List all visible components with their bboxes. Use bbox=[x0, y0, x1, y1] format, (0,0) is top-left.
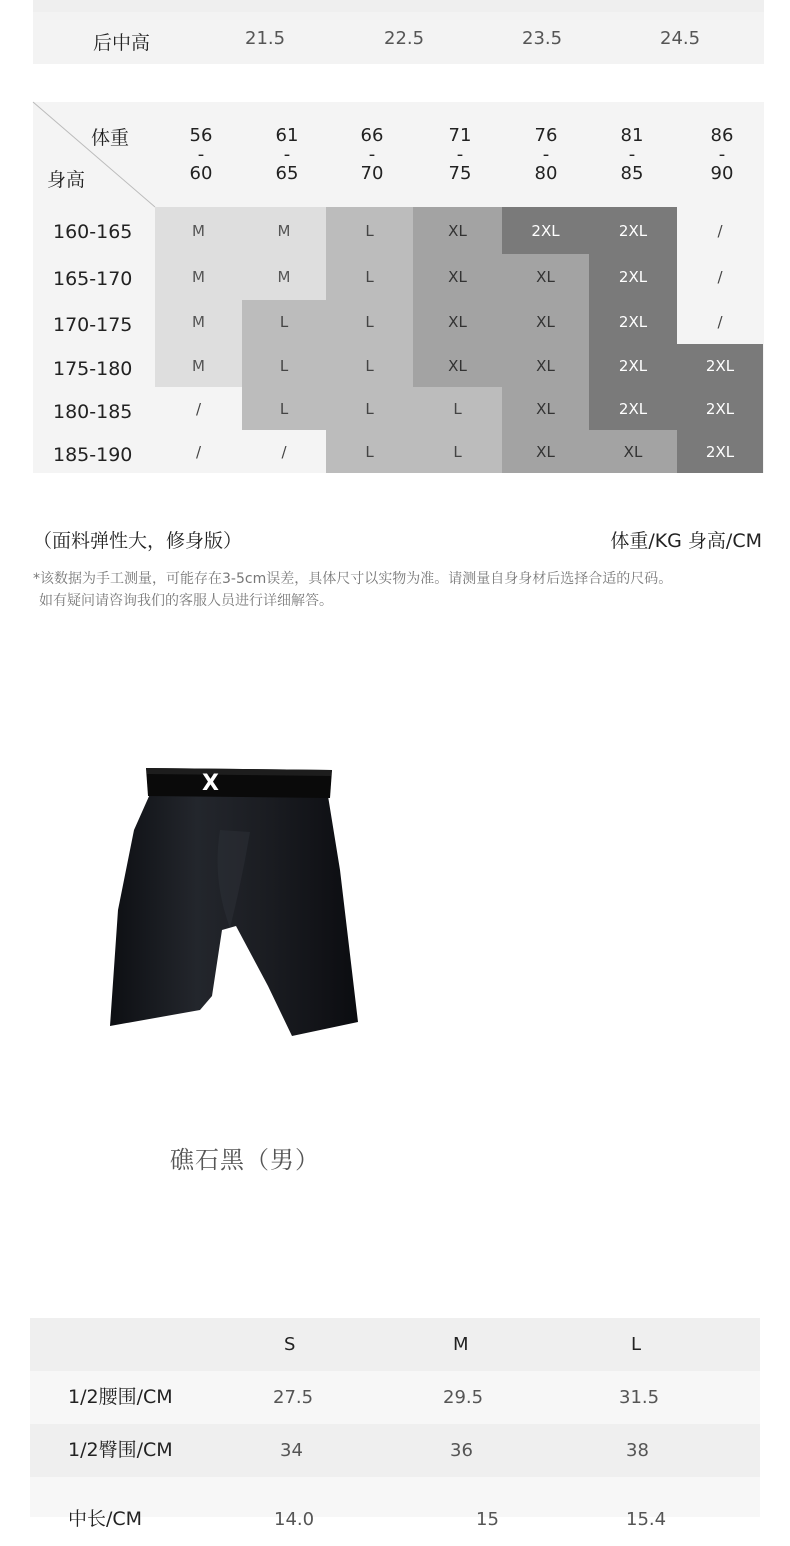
size-cell: 2XL bbox=[677, 430, 763, 473]
weight-to: 90 bbox=[710, 163, 734, 184]
size-cell: L bbox=[413, 430, 502, 473]
size-cell: XL bbox=[413, 344, 502, 387]
weight-axis-label: 体重 bbox=[91, 127, 130, 149]
size-cell: XL bbox=[413, 300, 502, 344]
weight-to: 70 bbox=[360, 163, 384, 184]
unit-note: 体重/KG 身高/CM bbox=[610, 530, 762, 552]
back-rise-value: 22.5 bbox=[384, 28, 425, 49]
product-color-name: 礁石黑（男） bbox=[170, 1146, 320, 1174]
table-cell: 34 bbox=[280, 1440, 303, 1461]
size-table bbox=[30, 1318, 760, 1530]
weight-sep: - bbox=[197, 144, 205, 165]
size-cell: XL bbox=[413, 207, 502, 254]
size-cell: XL bbox=[502, 300, 589, 344]
weight-range-header bbox=[697, 126, 747, 183]
size-table-header bbox=[30, 1318, 760, 1371]
size-cell: XL bbox=[589, 430, 677, 473]
size-cell: / bbox=[195, 399, 202, 418]
weight-from: 56 bbox=[189, 125, 213, 146]
size-cell: L bbox=[326, 430, 413, 473]
disclaimer-line-2: 如有疑问请咨询我们的客服人员进行详细解答。 bbox=[39, 593, 333, 609]
disclaimer-line-1: *该数据为手工测量，可能存在3-5cm误差，具体尺寸以实物为准。请测量自身身材后选择合适的尺码。 bbox=[33, 571, 673, 587]
size-cell: / bbox=[717, 268, 723, 286]
row-label-waist: 1/2腰围/CM bbox=[68, 1386, 173, 1408]
size-cell: 2XL bbox=[502, 207, 589, 254]
size-cell: 2XL bbox=[589, 344, 677, 387]
size-cell: M bbox=[242, 254, 326, 300]
back-rise-row bbox=[33, 12, 764, 64]
row-label-hip: 1/2臀围/CM bbox=[68, 1439, 173, 1461]
weight-to: 80 bbox=[534, 163, 558, 184]
top-strip bbox=[33, 0, 764, 12]
size-header-m: M bbox=[453, 1334, 469, 1355]
weight-range-header bbox=[176, 126, 226, 183]
weight-sep: - bbox=[456, 144, 464, 165]
product-logo: X bbox=[202, 771, 219, 796]
table-cell: 15 bbox=[476, 1509, 499, 1530]
size-cell: L bbox=[326, 254, 413, 300]
size-cell: L bbox=[242, 344, 326, 387]
table-cell: 38 bbox=[626, 1440, 649, 1461]
size-cell: M bbox=[155, 254, 242, 300]
weight-from: 76 bbox=[534, 125, 558, 146]
weight-sep: - bbox=[542, 144, 550, 165]
weight-sep: - bbox=[283, 144, 291, 165]
fit-note: （面料弹性大，修身版） bbox=[33, 530, 243, 552]
size-cell: M bbox=[155, 300, 242, 344]
size-cell: 2XL bbox=[589, 254, 677, 300]
back-rise-value: 21.5 bbox=[245, 28, 286, 49]
weight-range-header bbox=[262, 126, 312, 183]
table-cell: 29.5 bbox=[443, 1387, 484, 1408]
weight-sep: - bbox=[368, 144, 376, 165]
size-cell: / bbox=[281, 442, 287, 461]
table-cell: 27.5 bbox=[273, 1387, 314, 1408]
row-label-length: 中长/CM bbox=[68, 1508, 143, 1530]
weight-to: 60 bbox=[189, 163, 213, 184]
height-axis-label: 身高 bbox=[47, 169, 86, 191]
size-cell: XL bbox=[502, 344, 589, 387]
weight-from: 61 bbox=[275, 125, 299, 146]
height-range-label: 165-170 bbox=[53, 268, 133, 290]
weight-range-header bbox=[347, 126, 397, 183]
size-cell: M bbox=[155, 207, 242, 254]
table-row bbox=[30, 1424, 760, 1477]
back-rise-value: 24.5 bbox=[660, 28, 701, 49]
weight-to: 75 bbox=[448, 163, 472, 184]
size-cell: L bbox=[242, 387, 326, 430]
measurement-disclaimer bbox=[33, 568, 773, 612]
back-rise-value: 23.5 bbox=[522, 28, 563, 49]
height-range-label: 160-165 bbox=[53, 221, 133, 243]
size-cell: L bbox=[326, 344, 413, 387]
back-rise-label: 后中高 bbox=[93, 32, 151, 54]
height-range-label: 170-175 bbox=[53, 314, 133, 336]
size-cell: 2XL bbox=[677, 344, 763, 387]
weight-sep: - bbox=[628, 144, 636, 165]
size-cell: 2XL bbox=[589, 387, 677, 430]
size-cell: L bbox=[326, 387, 413, 430]
height-range-label: 175-180 bbox=[53, 358, 133, 380]
table-cell: 36 bbox=[450, 1440, 473, 1461]
size-cell: 2XL bbox=[589, 300, 677, 344]
height-range-label: 185-190 bbox=[53, 444, 133, 466]
table-cell: 31.5 bbox=[619, 1387, 660, 1408]
height-range-label: 180-185 bbox=[53, 401, 133, 423]
size-cell: 2XL bbox=[589, 207, 677, 254]
weight-from: 66 bbox=[360, 125, 384, 146]
size-cell: XL bbox=[502, 387, 589, 430]
weight-range-header bbox=[435, 126, 485, 183]
weight-range-header bbox=[607, 126, 657, 183]
table-cell: 14.0 bbox=[274, 1509, 315, 1530]
size-cell: / bbox=[717, 221, 723, 240]
size-cell: 2XL bbox=[677, 387, 763, 430]
size-header-l: L bbox=[631, 1334, 642, 1355]
weight-from: 86 bbox=[710, 125, 734, 146]
size-cell: XL bbox=[502, 254, 589, 300]
size-cell: L bbox=[326, 300, 413, 344]
weight-from: 81 bbox=[620, 125, 644, 146]
size-cell: / bbox=[717, 313, 723, 331]
weight-to: 65 bbox=[275, 163, 299, 184]
weight-sep: - bbox=[718, 144, 726, 165]
size-cell: L bbox=[242, 300, 326, 344]
size-cell: M bbox=[155, 344, 242, 387]
size-cell: / bbox=[195, 442, 202, 461]
weight-range-header bbox=[521, 126, 571, 183]
size-cell: M bbox=[242, 207, 326, 254]
product-image-boxer-shorts bbox=[100, 760, 370, 1050]
size-cell: XL bbox=[502, 430, 589, 473]
size-cell: L bbox=[413, 387, 502, 430]
weight-from: 71 bbox=[448, 125, 472, 146]
table-row bbox=[30, 1477, 760, 1530]
table-row bbox=[30, 1371, 760, 1424]
weight-to: 85 bbox=[620, 163, 644, 184]
table-cell: 15.4 bbox=[626, 1509, 667, 1530]
size-cell: L bbox=[326, 207, 413, 254]
size-header-s: S bbox=[284, 1334, 296, 1355]
size-matrix bbox=[33, 102, 764, 473]
size-cell: XL bbox=[413, 254, 502, 300]
